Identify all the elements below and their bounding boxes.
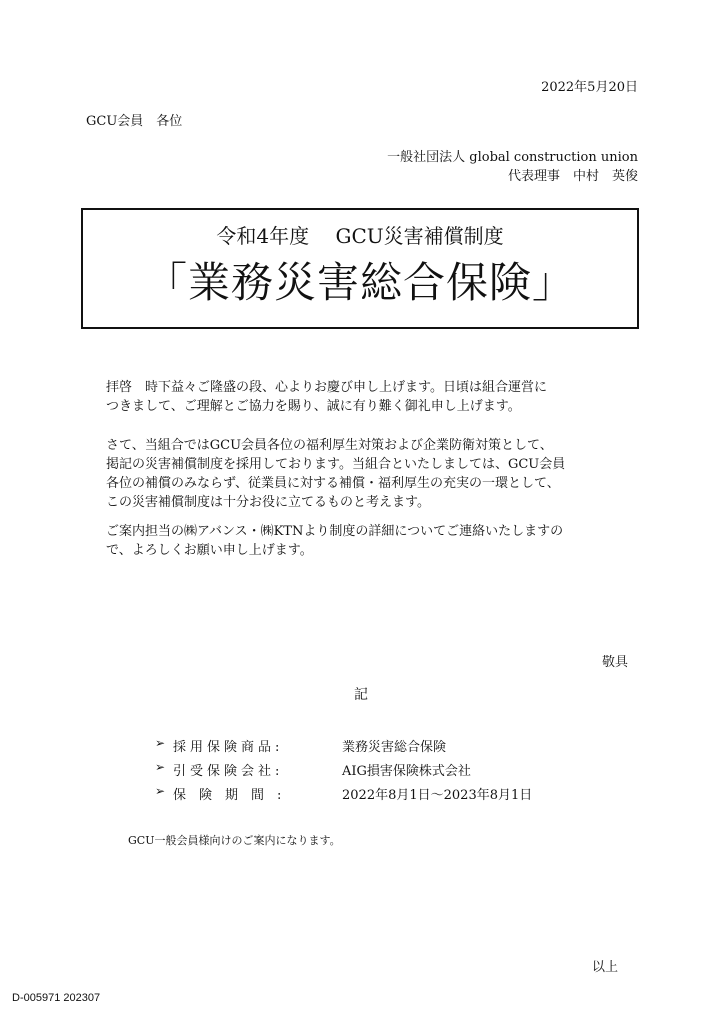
item-label: 採用保険商品: <box>173 740 284 755</box>
item-value: AIG損害保険株式会社 <box>342 764 471 779</box>
title-subheading: 令和4年度 GCU災害補償制度 <box>216 224 504 248</box>
paragraph-line: つきまして、ご理解とご協力を賜り、誠に有り難く御礼申し上げます。 <box>106 399 521 414</box>
paragraph-main <box>106 436 565 512</box>
paragraph-line: 拝啓 時下益々ご隆盛の段、心よりお慶び申し上げます。日頃は組合運営に <box>106 380 547 395</box>
sender-representative: 代表理事 中村 英俊 <box>507 169 638 184</box>
document-date: 2022年5月20日 <box>541 80 638 95</box>
title-box <box>81 208 639 329</box>
paragraph-line: 掲記の災害補償制度を採用しております。当組合といたしましては、GCU会員 <box>106 457 566 472</box>
paragraph-greeting <box>106 378 547 416</box>
item-label: 引受保険会社: <box>173 764 284 779</box>
paragraph-line: 各位の補償のみならず、従業員に対する補償・福利厚生の充実の一環として、 <box>106 476 560 491</box>
footer-note: GCU一般会員様向けのご案内になります。 <box>128 834 341 847</box>
addressee: GCU会員 各位 <box>86 114 183 129</box>
paragraph-line: この災害補償制度は十分お役に立てるものと考えます。 <box>106 495 430 510</box>
end-mark: 以上 <box>591 960 618 975</box>
paragraph-line: さて、当組合ではGCU会員各位の福利厚生対策および企業防衛対策として、 <box>106 438 553 453</box>
document-code: D-005971 202307 <box>12 992 101 1004</box>
item-label: 保 険 期 間 : <box>173 788 282 803</box>
closing-keigu: 敬具 <box>601 655 628 670</box>
item-value: 2022年8月1日～2023年8月1日 <box>342 788 533 803</box>
arrow-bullet-icon: ➢ <box>155 784 166 798</box>
paragraph-line: で、よろしくお願い申し上げます。 <box>106 543 313 558</box>
title-main: 「業務災害総合保険」 <box>144 258 575 307</box>
paragraph-line: ご案内担当の㈱アバンス・㈱KTNより制度の詳細についてご連絡いたしますの <box>106 524 564 539</box>
arrow-bullet-icon: ➢ <box>155 736 166 750</box>
details-heading: 記 <box>354 687 368 703</box>
paragraph-contact <box>106 522 563 560</box>
arrow-bullet-icon: ➢ <box>155 760 166 774</box>
sender-organization: 一般社団法人 global construction union <box>387 150 638 165</box>
item-value: 業務災害総合保険 <box>342 740 447 755</box>
